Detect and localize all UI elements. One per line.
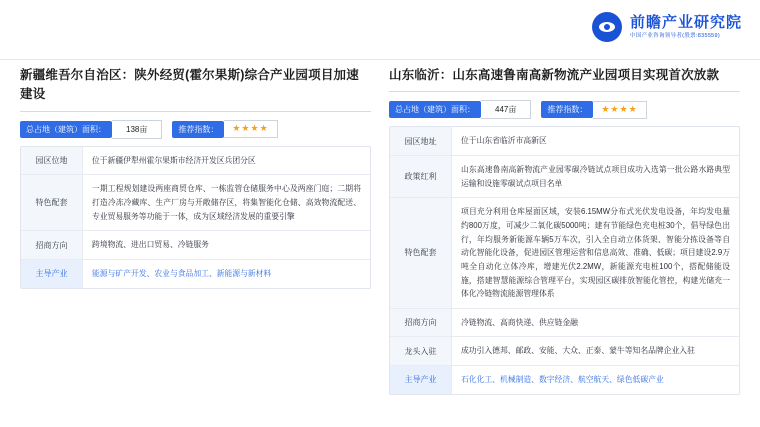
brand-logo-block [592,12,742,42]
row-key: 特色配套 [390,198,452,307]
stat-strip [20,120,371,139]
table-row [21,147,370,176]
row-value: 项目充分利用仓库屋面区域，安装6.15MW分布式光伏发电设备，年均发电量约800万度，可减少二氧化碳5000吨；建有节能绿色充电桩30个，倡导绿色出行，年均服务新能源车辆5万车次，引入全自动立体货架、智能分拣设备等自动化智能化设备，促进园区管理运营和信息高效、准确、低碳；项目建设2.9万吨全自动化立体冷库，增建光伏2.2MW，新能源充电桩100个，搭配储能设施，搭建智慧能源综合管理平台，实现园区碳排放智能化管控，构建光储充一体化冷链物流能源管理体系 [461,207,730,299]
table-row [390,337,739,366]
table-row [21,175,370,231]
row-key: 园区地址 [390,127,452,155]
table-row [390,127,739,156]
row-key: 招商方向 [390,309,452,337]
row-key: 主导产业 [390,366,452,394]
row-key: 招商方向 [21,231,83,259]
info-table-right [389,126,740,394]
column-left [20,66,371,395]
content-columns [0,60,760,395]
stat-strip [389,100,740,119]
row-value: 能源与矿产开发、农业与食品加工、新能源与新材料 [92,268,272,278]
info-table-left [20,146,371,289]
row-value: 跨境物流、进出口贸易、冷链服务 [92,240,209,250]
row-value: 石化化工、机械制造、数字经济、航空航天、绿色低碳产业 [461,375,664,385]
table-row [390,309,739,338]
row-value: 位于新疆伊犁州霍尔果斯市经济开发区兵团分区 [92,155,256,165]
brand-subtitle: 中国产业咨询领导者(股票:835559) [629,33,721,40]
table-row [390,156,739,198]
recommend-label: 推荐指数： [541,101,593,118]
row-value: 一期工程规划建设两座商贸仓库、一栋监管仓储服务中心及两座门庭；二期将打造冷冻冷藏库、生产厂房与开敞储存区，将集智能化仓储、高效物流配送、专业贸易服务等功能于一体，成为区域经济发展的重要引擎 [92,184,361,221]
eye-logo-icon [592,12,622,42]
column-right [389,66,740,395]
header-divider [0,59,760,60]
footer-spacer [0,395,760,405]
title-divider [389,91,740,92]
page-header [0,0,760,60]
table-row [21,231,370,260]
table-row [390,198,739,308]
area-value: 447亩 [481,100,531,119]
row-value: 成功引入德邦、邮政、安能、大众、正泰、蒙牛等知名品牌企业入驻 [461,346,695,356]
row-key: 龙头入驻 [390,337,452,365]
area-value: 138亩 [112,120,162,139]
row-value: 冷链物流、高商快递、供应链金融 [461,317,578,327]
recommend-label: 推荐指数： [172,121,224,138]
table-row [390,366,739,394]
row-key: 主导产业 [21,260,83,288]
row-key: 园区位地 [21,147,83,175]
page-title: 新疆维吾尔自治区：陕外经贸(霍尔果斯)综合产业园项目加速建设 [20,68,359,102]
row-value: 位于山东省临沂市高新区 [461,136,547,146]
star-rating: ★★★★ [593,101,646,119]
title-divider [20,111,371,112]
page-title: 山东临沂：山东高速鲁南高新物流产业园项目实现首次放款 [389,68,720,82]
area-label: 总占地（建筑）面积： [389,101,481,118]
row-key: 政策红利 [390,156,452,197]
star-rating: ★★★★ [224,120,277,138]
area-label: 总占地（建筑）面积： [20,121,112,138]
row-key: 特色配套 [21,175,83,230]
table-row [21,260,370,288]
row-value: 山东高速鲁南高新物流产业园零碳冷链试点项目成功入选第一批公路水路典型运输和设施零碳试点项目名单 [461,165,730,188]
brand-name: 前瞻产业研究院 [629,14,742,32]
